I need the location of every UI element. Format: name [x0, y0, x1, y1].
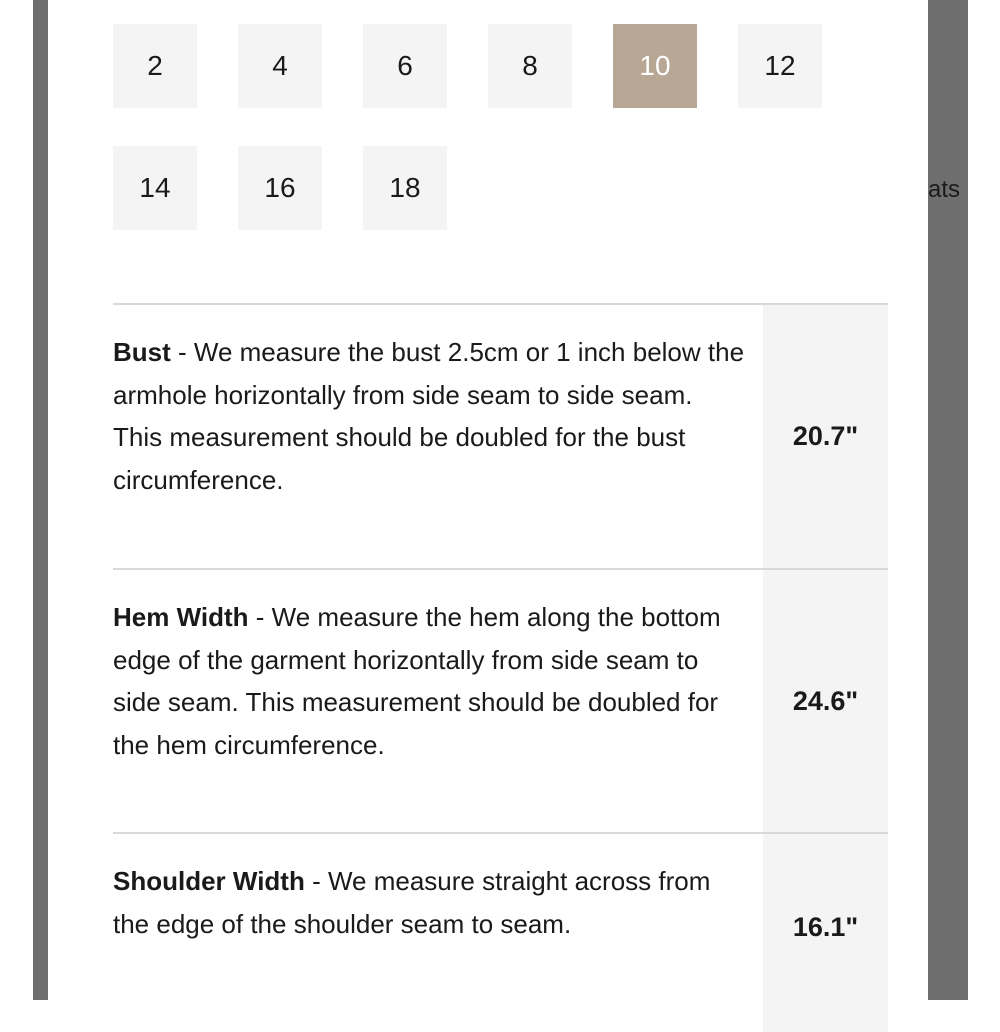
size-option-14[interactable]: 14 [113, 146, 197, 230]
backdrop-overlay-right [928, 0, 968, 1000]
measurement-value: 20.7" [763, 305, 888, 568]
size-option-10-selected[interactable]: 10 [613, 24, 697, 108]
measurement-description [113, 305, 763, 568]
measurement-name: Shoulder Width [113, 866, 305, 896]
measurement-name: Bust [113, 337, 171, 367]
measurement-row-bust [113, 303, 888, 568]
measurement-text: We measure the hem along the bottom edge of the garment horizontally from side seam to side seam. This measurement should be doubled for the hem circumference. [113, 602, 721, 760]
size-option-4[interactable]: 4 [238, 24, 322, 108]
measurement-row-hem-width [113, 568, 888, 832]
size-option-16[interactable]: 16 [238, 146, 322, 230]
measurement-separator: - [304, 866, 328, 896]
size-option-18[interactable]: 18 [363, 146, 447, 230]
measurement-description [113, 834, 763, 1032]
size-selector [113, 24, 833, 230]
measurement-value: 16.1" [763, 834, 888, 1032]
measurement-separator: - [170, 337, 194, 367]
size-option-8[interactable]: 8 [488, 24, 572, 108]
background-page-text: ats [928, 176, 961, 203]
size-guide-modal [48, 0, 928, 1000]
measurement-text: We measure straight across from the edge of the shoulder seam to seam. [113, 866, 711, 939]
size-option-2[interactable]: 2 [113, 24, 197, 108]
backdrop-overlay-left [33, 0, 48, 1000]
size-option-12[interactable]: 12 [738, 24, 822, 108]
backdrop-right [968, 0, 1000, 1000]
measurement-separator: - [248, 602, 272, 632]
measurement-text: We measure the bust 2.5cm or 1 inch below the armhole horizontally from side seam to side seam. This measurement should be doubled for the bust circumference. [113, 337, 745, 495]
backdrop-left [0, 0, 33, 1000]
measurement-description [113, 570, 763, 832]
measurement-row-shoulder-width [113, 832, 888, 1032]
measurement-value: 24.6" [763, 570, 888, 832]
measurements-table [113, 303, 888, 1032]
measurement-name: Hem Width [113, 602, 249, 632]
size-option-6[interactable]: 6 [363, 24, 447, 108]
